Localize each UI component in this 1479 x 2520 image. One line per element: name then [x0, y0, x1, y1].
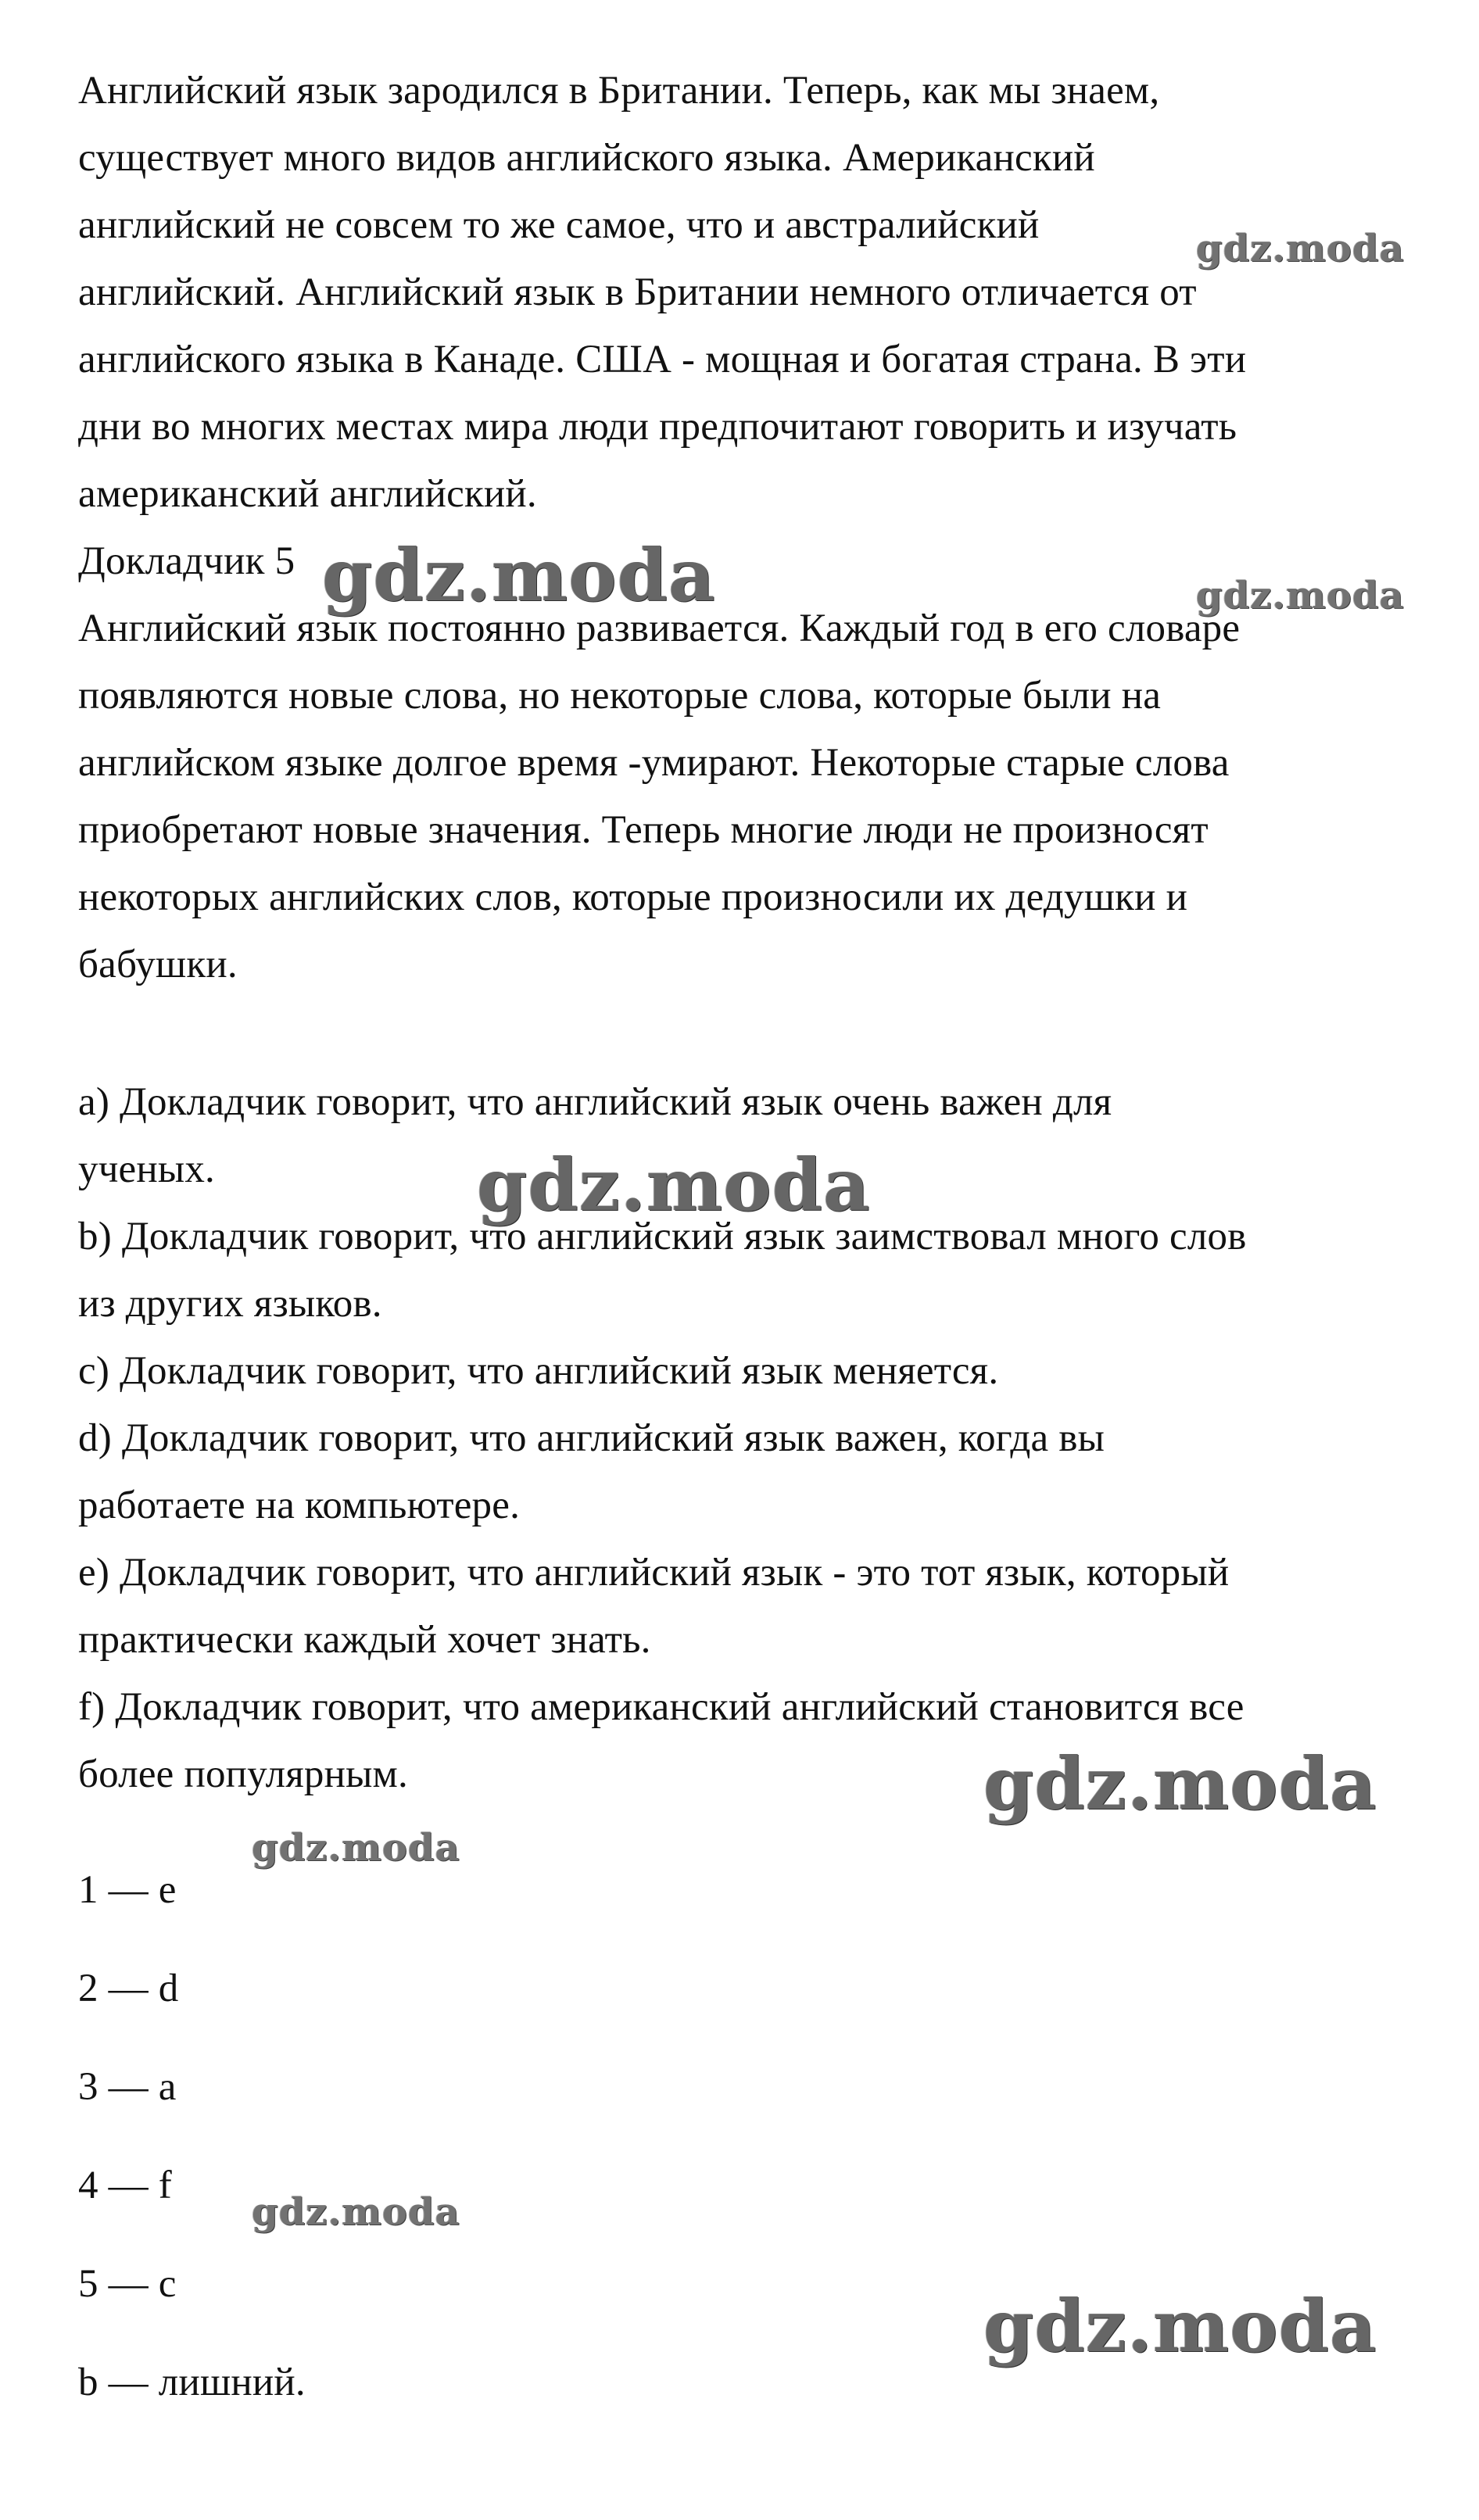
statement-line: d) Докладчик говорит, что английский язык важен, когда вы	[78, 1416, 1105, 1460]
statement-line: b) Докладчик говорит, что английский язык заимствовал много слов	[78, 1215, 1247, 1258]
watermark: gdz.moda	[252, 2190, 460, 2234]
answer-item: 4 — f	[78, 2164, 172, 2207]
answer-item: 1 — e	[78, 1868, 177, 1912]
statement-line: e) Докладчик говорит, что английский язык - это тот язык, который	[78, 1551, 1230, 1595]
passage-1-line: английского языка в Канаде. США - мощная и богатая страна. В эти	[78, 338, 1247, 381]
answer-item: 5 — c	[78, 2262, 177, 2306]
passage-1-line: американский английский.	[78, 472, 537, 516]
answer-item: 2 — d	[78, 1967, 179, 2010]
watermark: gdz.moda	[252, 1826, 460, 1870]
passage-2-line: Английский язык постоянно развивается. Каждый год в его словаре	[78, 607, 1241, 650]
watermark: gdz.moda	[1196, 574, 1405, 617]
statement-line: a) Докладчик говорит, что английский язык очень важен для	[78, 1080, 1112, 1124]
passage-1-line: английский. Английский язык в Британии немного отличается от	[78, 270, 1197, 314]
passage-1-line: Английский язык зародился в Британии. Теперь, как мы знаем,	[78, 69, 1160, 113]
watermark: gdz.moda	[983, 1741, 1377, 1826]
passage-2-line: бабушки.	[78, 943, 238, 986]
statement-line: более популярным.	[78, 1752, 408, 1796]
watermark: gdz.moda	[1196, 227, 1405, 270]
watermark: gdz.moda	[983, 2284, 1377, 2368]
speaker-5-heading: Докладчик 5	[78, 539, 295, 583]
answer-item: b — лишний.	[78, 2361, 306, 2404]
passage-2-line: некоторых английских слов, которые произносили их дедушки и	[78, 875, 1188, 919]
passage-2-line: английском языке долгое время -умирают. Некоторые старые слова	[78, 741, 1230, 785]
statement-line: c) Докладчик говорит, что английский язык меняется.	[78, 1349, 999, 1393]
statement-line: f) Докладчик говорит, что американский английский становится все	[78, 1685, 1244, 1729]
statement-line: из других языков.	[78, 1282, 382, 1326]
statement-line: работаете на компьютере.	[78, 1484, 521, 1527]
passage-1-line: существует много видов английского языка. Американский	[78, 136, 1095, 180]
answer-item: 3 — a	[78, 2065, 177, 2109]
passage-1-line: английский не совсем то же самое, что и австралийский	[78, 203, 1040, 247]
passage-2-line: приобретают новые значения. Теперь многие люди не произносят	[78, 808, 1209, 852]
watermark: gdz.moda	[322, 533, 716, 617]
watermark: gdz.moda	[477, 1143, 871, 1227]
statement-line: практически каждый хочет знать.	[78, 1618, 651, 1662]
passage-1-line: дни во многих местах мира люди предпочитают говорить и изучать	[78, 405, 1237, 449]
passage-2-line: появляются новые слова, но некоторые слова, которые были на	[78, 674, 1162, 718]
statement-line: ученых.	[78, 1147, 215, 1191]
